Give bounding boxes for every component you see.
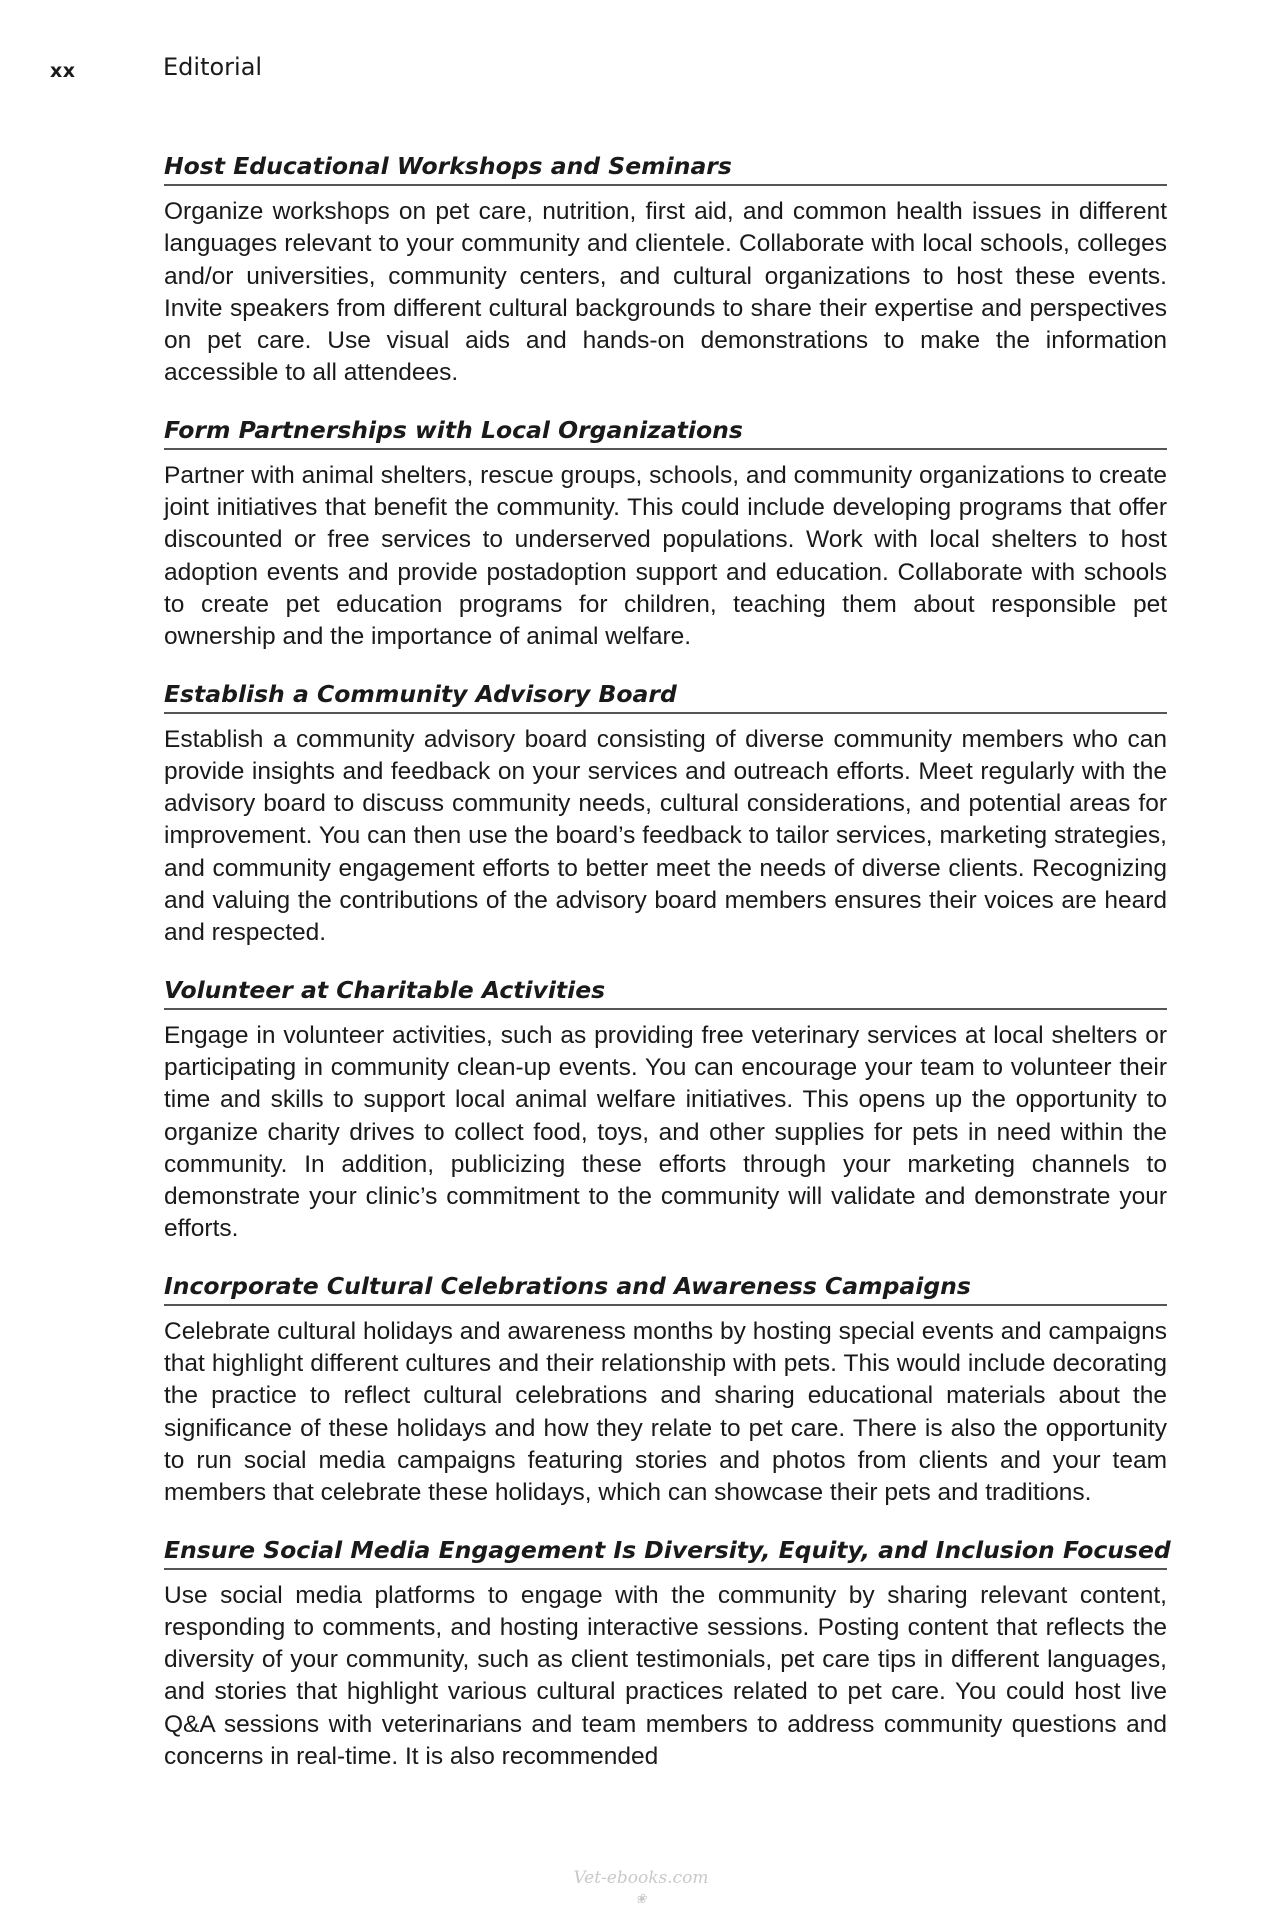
section-workshops (164, 150, 1167, 390)
watermark-text: Vet-ebooks.com (573, 1868, 709, 1888)
section-volunteer (164, 974, 1167, 1246)
section-paragraph: Use social media platforms to engage with the community by sharing relevant content, responding to comments, and hosting interactive sessions. Posting content that reflects the diversity of your community, such as client testimonials, pet care tips in different languages, and stories that highlight various cultural practices related to pet care. You could host live Q&A sessions with veterinarians and team members to address community questions and concerns in real-time. It is also recommended (164, 1581, 1167, 1770)
paw-icon: ❀ (635, 1892, 647, 1907)
section-paragraph: Celebrate cultural holidays and awareness months by hosting special events and campaigns that highlight different cultures and their relationship with pets. This would include decorating the practice to reflect cultural celebrations and sharing educational materials about the significance of these holidays and how they relate to pet care. There is also the opportunity to run social media campaigns featuring stories and photos from clients and your team members that celebrate these holidays, which can showcase their pets and traditions. (164, 1317, 1167, 1507)
running-head (50, 50, 1150, 90)
section-heading: Volunteer at Charitable Activities (164, 974, 1167, 1010)
section-social-media (164, 1534, 1171, 1774)
section-paragraph: Organize workshops on pet care, nutrition, first aid, and common health issues in different languages relevant to your community and clientele. Collaborate with local schools, colleges and/or universities, community centers, and cultural organizations to host these events. Invite speakers from different cultural backgrounds to share their expertise and perspectives on pet care. Use visual aids and hands-on demonstrations to make the information accessible to all attendees. (164, 198, 1167, 387)
section-cultural-celebrations (164, 1270, 1167, 1510)
section-heading: Ensure Social Media Engagement Is Diversity, Equity, and Inclusion Focused (164, 1534, 1167, 1570)
section-heading: Form Partnerships with Local Organizations (164, 414, 1167, 450)
section-partnerships (164, 414, 1167, 654)
page-content (164, 150, 1171, 1797)
section-heading: Host Educational Workshops and Seminars (164, 150, 1167, 186)
section-heading: Incorporate Cultural Celebrations and Awareness Campaigns (164, 1270, 1167, 1306)
running-title: Editorial (163, 53, 263, 81)
watermark (566, 1868, 716, 1907)
page-number: xx (50, 60, 76, 82)
section-advisory-board (164, 678, 1167, 950)
section-paragraph: Establish a community advisory board consisting of diverse community members who can provide insights and feedback on your services and outreach efforts. Meet regularly with the advisory board to discuss community needs, cultural considerations, and potential areas for improvement. You can then use the board’s feedback to tailor services, marketing strategies, and community engagement efforts to better meet the needs of diverse clients. Recognizing and valuing the contributions of the advisory board members ensures their voices are heard and respected. (164, 725, 1167, 947)
section-heading: Establish a Community Advisory Board (164, 678, 1167, 714)
section-paragraph: Partner with animal shelters, rescue groups, schools, and community organizations to create joint initiatives that benefit the community. This could include developing programs that offer discounted or free services to underserved populations. Work with local shelters to host adoption events and provide postadoption support and education. Collaborate with schools to create pet education programs for children, teaching them about responsible pet ownership and the importance of animal welfare. (164, 461, 1167, 651)
section-paragraph: Engage in volunteer activities, such as providing free veterinary services at local shelters or participating in community clean-up events. You can encourage your team to volunteer their time and skills to support local animal welfare initiatives. This opens up the opportunity to organize charity drives to collect food, toys, and other supplies for pets in need within the community. In addition, publicizing these efforts through your marketing channels to demonstrate your clinic’s commitment to the community will validate and demonstrate your efforts. (164, 1021, 1167, 1243)
